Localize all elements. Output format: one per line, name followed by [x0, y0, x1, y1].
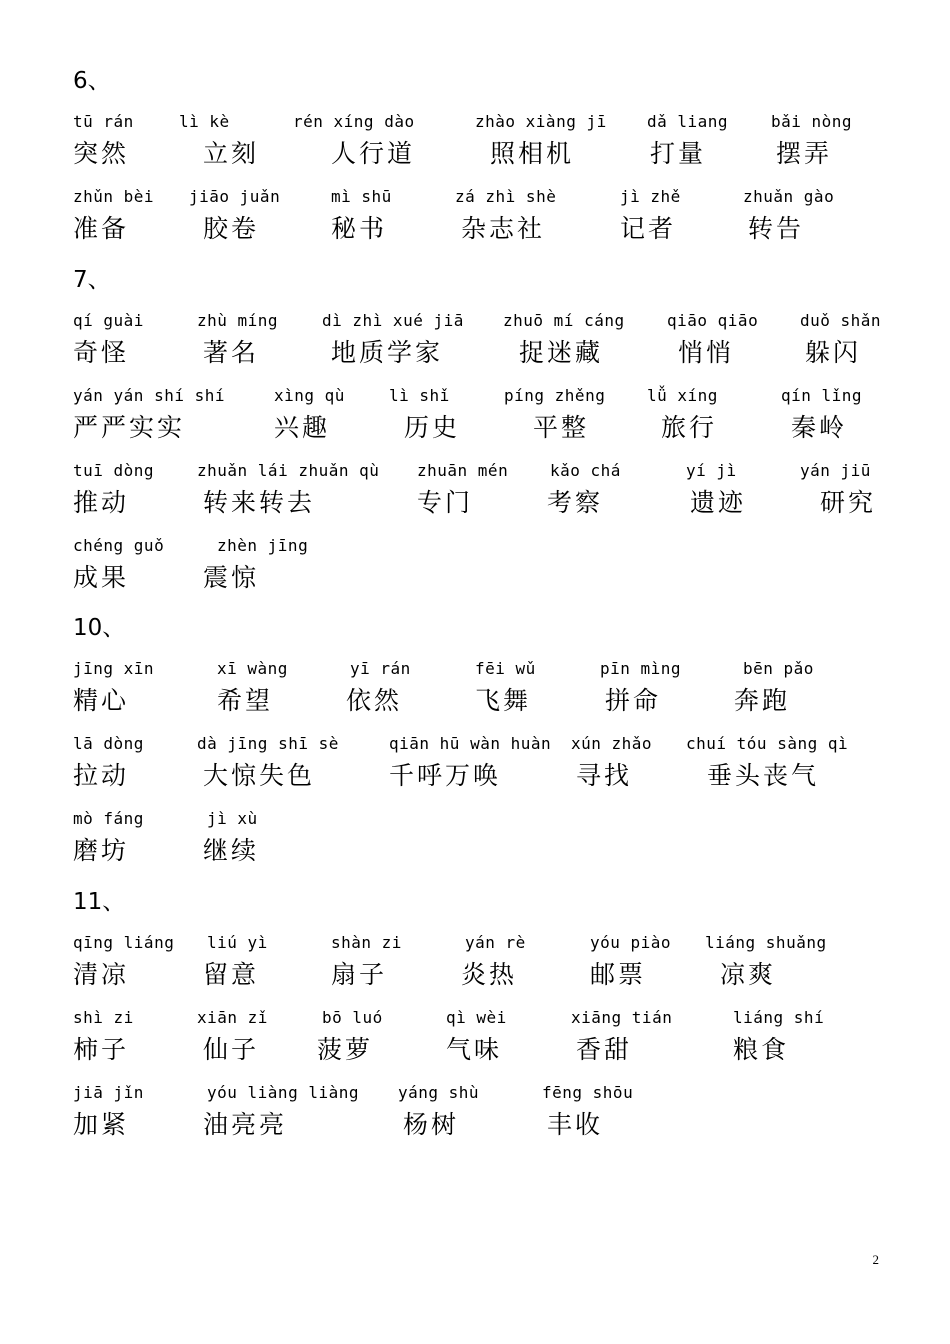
pinyin-text: bēn pǎo — [743, 659, 814, 678]
section-heading: 10、 — [73, 615, 126, 641]
hanzi-word: 立刻 — [203, 139, 260, 168]
hanzi-word: 转告 — [748, 214, 805, 243]
hanzi-word: 拼命 — [605, 686, 662, 715]
hanzi-word: 推动 — [73, 488, 130, 517]
pinyin-text: tuī dòng — [73, 461, 155, 480]
pinyin-text: yóu piào — [590, 933, 672, 952]
hanzi-word: 考察 — [547, 488, 604, 517]
pinyin-text: xún zhǎo — [571, 734, 653, 753]
pinyin-text: zhù míng — [197, 311, 279, 330]
hanzi-word: 邮票 — [590, 960, 647, 989]
hanzi-word: 继续 — [203, 836, 260, 865]
pinyin-text: tū rán — [73, 112, 134, 131]
hanzi-word: 悄悄 — [678, 338, 735, 367]
hanzi-word: 著名 — [203, 338, 260, 367]
pinyin-text: bǎi nòng — [771, 112, 853, 131]
hanzi-word: 突然 — [73, 139, 130, 168]
pinyin-text: lì kè — [179, 112, 230, 131]
pinyin-text: liáng shí — [733, 1008, 825, 1027]
hanzi-word: 准备 — [73, 214, 130, 243]
pinyin-text: jì zhě — [620, 187, 681, 206]
pinyin-text: zhào xiàng jī — [475, 112, 607, 131]
hanzi-word: 杂志社 — [461, 214, 546, 243]
pinyin-text: zhuǎn lái zhuǎn qù — [197, 461, 380, 480]
pinyin-text: yī rán — [350, 659, 411, 678]
hanzi-word: 打量 — [650, 139, 707, 168]
pinyin-text: xiāng tián — [571, 1008, 673, 1027]
pinyin-text: fēng shōu — [542, 1083, 634, 1102]
hanzi-word: 垂头丧气 — [707, 761, 820, 790]
hanzi-word: 秘书 — [331, 214, 388, 243]
hanzi-word: 奇怪 — [73, 338, 130, 367]
pinyin-text: zhuǎn gào — [743, 187, 835, 206]
pinyin-text: zhuān mén — [417, 461, 509, 480]
pinyin-text: dì zhì xué jiā — [322, 311, 464, 330]
pinyin-text: jīng xīn — [73, 659, 155, 678]
pinyin-text: yán rè — [465, 933, 526, 952]
pinyin-text: jì xù — [207, 809, 258, 828]
pinyin-text: xìng qù — [274, 386, 345, 405]
pinyin-text: pīn mìng — [600, 659, 682, 678]
pinyin-text: qí guài — [73, 311, 144, 330]
hanzi-word: 飞舞 — [475, 686, 532, 715]
hanzi-word: 记者 — [620, 214, 677, 243]
pinyin-text: yán yán shí shí — [73, 386, 225, 405]
pinyin-text: fēi wǔ — [475, 659, 536, 678]
pinyin-text: bō luó — [322, 1008, 383, 1027]
pinyin-text: dǎ liang — [647, 112, 729, 131]
pinyin-text: chuí tóu sàng qì — [686, 734, 849, 753]
hanzi-word: 粮食 — [733, 1035, 790, 1064]
pinyin-text: liú yì — [207, 933, 268, 952]
hanzi-word: 炎热 — [461, 960, 518, 989]
hanzi-word: 杨树 — [403, 1110, 460, 1139]
hanzi-word: 大惊失色 — [203, 761, 316, 790]
pinyin-text: jiā jǐn — [73, 1083, 144, 1102]
hanzi-word: 遗迹 — [690, 488, 747, 517]
hanzi-word: 兴趣 — [274, 413, 331, 442]
hanzi-word: 依然 — [346, 686, 403, 715]
hanzi-word: 磨坊 — [73, 836, 130, 865]
pinyin-text: shì zi — [73, 1008, 134, 1027]
hanzi-word: 希望 — [217, 686, 274, 715]
hanzi-word: 奔跑 — [734, 686, 791, 715]
hanzi-word: 拉动 — [73, 761, 130, 790]
pinyin-text: qiāo qiāo — [667, 311, 759, 330]
pinyin-text: lā dòng — [73, 734, 144, 753]
pinyin-text: zá zhì shè — [455, 187, 557, 206]
pinyin-text: chéng guǒ — [73, 536, 165, 555]
hanzi-word: 胶卷 — [203, 214, 260, 243]
hanzi-word: 震惊 — [203, 563, 260, 592]
pinyin-text: zhǔn bèi — [73, 187, 155, 206]
pinyin-text: xiān zǐ — [197, 1008, 268, 1027]
hanzi-word: 严严实实 — [73, 413, 186, 442]
pinyin-text: duǒ shǎn — [800, 311, 882, 330]
pinyin-text: mò fáng — [73, 809, 144, 828]
hanzi-word: 寻找 — [576, 761, 633, 790]
hanzi-word: 清凉 — [73, 960, 130, 989]
pinyin-text: mì shū — [331, 187, 392, 206]
pinyin-text: yán jiū — [800, 461, 871, 480]
hanzi-word: 地质学家 — [331, 338, 444, 367]
pinyin-text: xī wàng — [217, 659, 288, 678]
pinyin-text: yí jì — [686, 461, 737, 480]
pinyin-text: zhèn jīng — [217, 536, 309, 555]
hanzi-word: 丰收 — [547, 1110, 604, 1139]
section-heading: 7、 — [73, 267, 111, 293]
pinyin-text: kǎo chá — [550, 461, 621, 480]
pinyin-text: yóu liàng liàng — [207, 1083, 359, 1102]
hanzi-word: 平整 — [533, 413, 590, 442]
hanzi-word: 研究 — [820, 488, 877, 517]
hanzi-word: 千呼万唤 — [389, 761, 502, 790]
hanzi-word: 留意 — [203, 960, 260, 989]
pinyin-text: shàn zi — [331, 933, 402, 952]
pinyin-text: liáng shuǎng — [705, 933, 827, 952]
pinyin-text: píng zhěng — [504, 386, 606, 405]
hanzi-word: 摆弄 — [776, 139, 833, 168]
hanzi-word: 秦岭 — [791, 413, 848, 442]
hanzi-word: 气味 — [446, 1035, 503, 1064]
pinyin-text: qín lǐng — [781, 386, 863, 405]
pinyin-text: yáng shù — [398, 1083, 480, 1102]
hanzi-word: 菠萝 — [317, 1035, 374, 1064]
pinyin-text: zhuō mí cáng — [503, 311, 625, 330]
hanzi-word: 凉爽 — [720, 960, 777, 989]
hanzi-word: 捉迷藏 — [519, 338, 604, 367]
hanzi-word: 旅行 — [661, 413, 718, 442]
pinyin-text: qīng liáng — [73, 933, 175, 952]
pinyin-text: rén xíng dào — [293, 112, 415, 131]
pinyin-text: lǚ xíng — [647, 386, 718, 405]
hanzi-word: 柿子 — [73, 1035, 130, 1064]
pinyin-text: dà jīng shī sè — [197, 734, 339, 753]
hanzi-word: 加紧 — [73, 1110, 130, 1139]
pinyin-text: qiān hū wàn huàn — [389, 734, 552, 753]
hanzi-word: 躲闪 — [805, 338, 862, 367]
hanzi-word: 历史 — [404, 413, 461, 442]
pinyin-text: qì wèi — [446, 1008, 507, 1027]
pinyin-text: jiāo juǎn — [189, 187, 281, 206]
section-heading: 6、 — [73, 68, 111, 94]
hanzi-word: 成果 — [73, 563, 130, 592]
hanzi-word: 精心 — [73, 686, 130, 715]
hanzi-word: 照相机 — [490, 139, 575, 168]
hanzi-word: 油亮亮 — [203, 1110, 288, 1139]
pinyin-text: lì shǐ — [389, 386, 450, 405]
hanzi-word: 仙子 — [203, 1035, 260, 1064]
page-number: 2 — [872, 1252, 879, 1267]
hanzi-word: 人行道 — [331, 139, 416, 168]
hanzi-word: 香甜 — [576, 1035, 633, 1064]
hanzi-word: 扇子 — [331, 960, 388, 989]
hanzi-word: 转来转去 — [203, 488, 316, 517]
hanzi-word: 专门 — [417, 488, 474, 517]
section-heading: 11、 — [73, 889, 126, 915]
